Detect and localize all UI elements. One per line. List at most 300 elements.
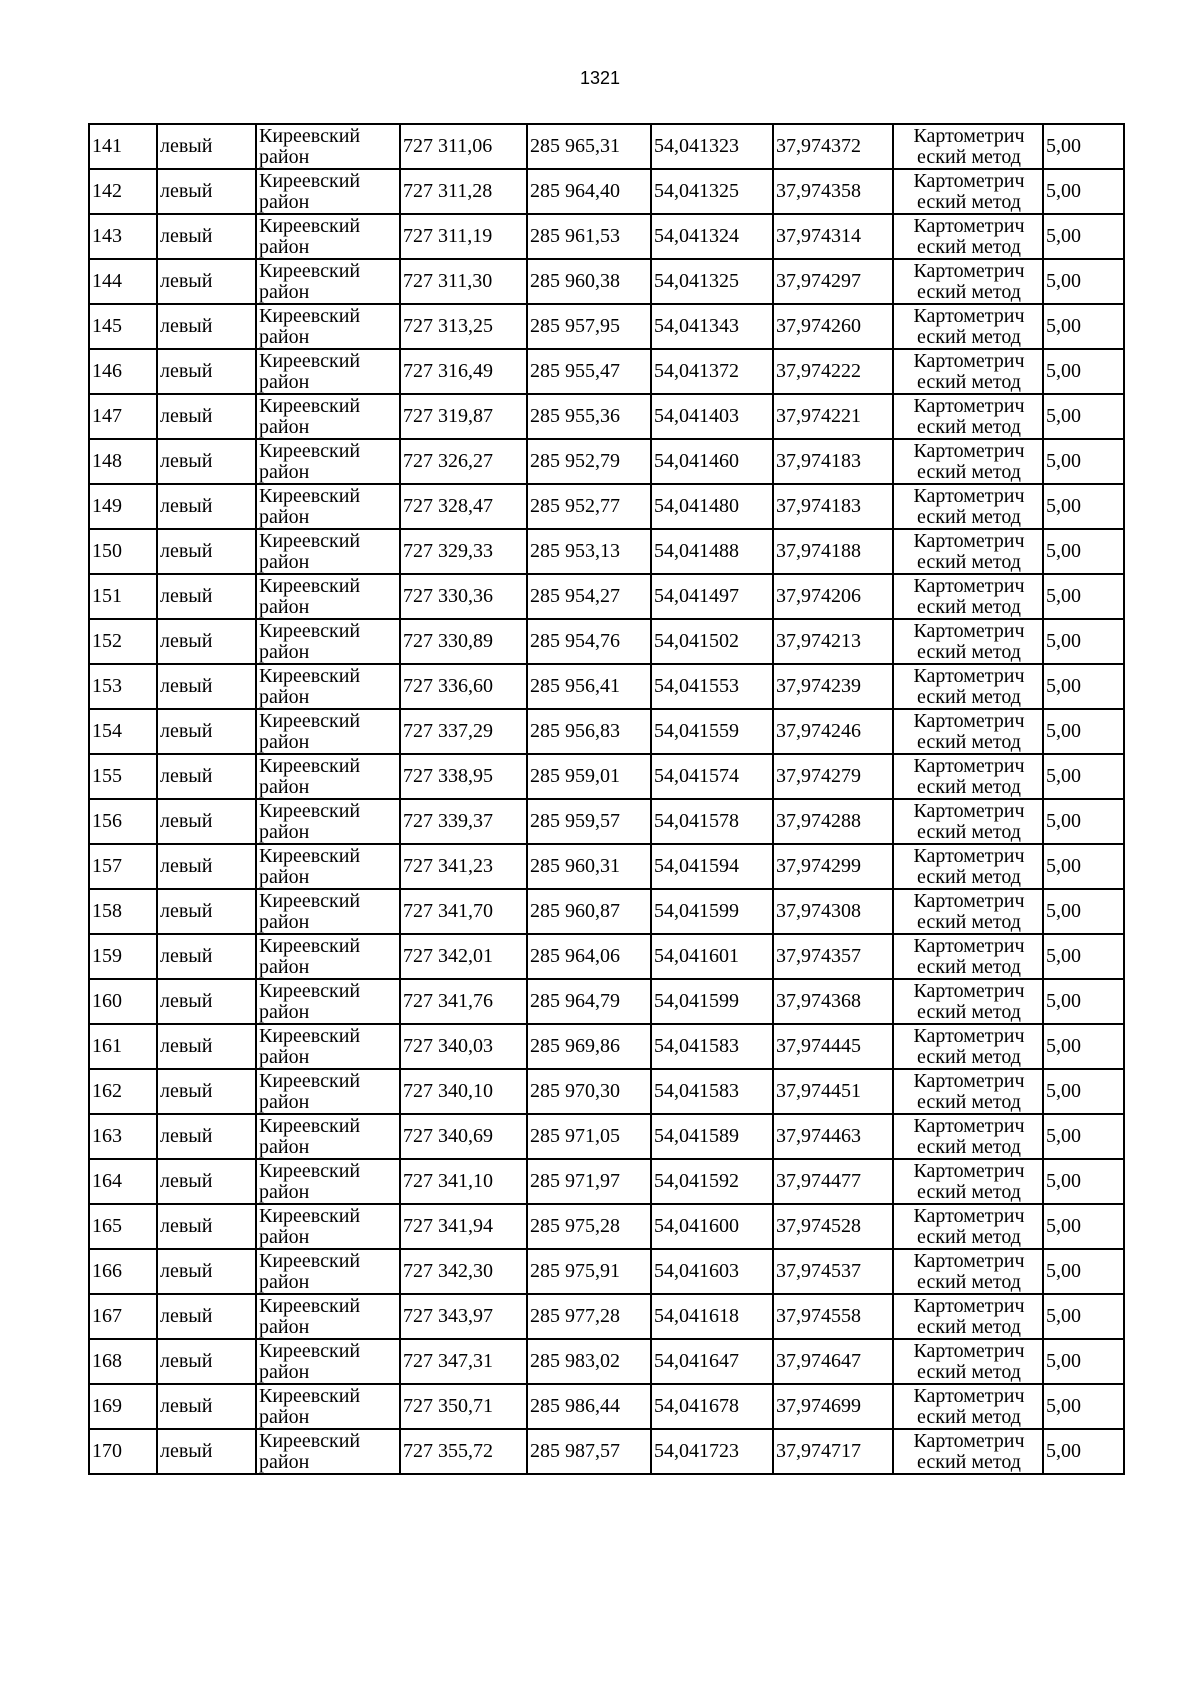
method-cell-line: еский метод [917, 685, 1021, 708]
district-cell-line: район [259, 820, 310, 843]
method-cell [893, 1204, 1043, 1249]
y-coordinate-cell: 285 964,40 [527, 169, 651, 214]
method-cell [893, 1384, 1043, 1429]
point-number-cell: 157 [89, 844, 157, 889]
accuracy-cell: 5,00 [1043, 304, 1124, 349]
accuracy-cell: 5,00 [1043, 349, 1124, 394]
x-coordinate-cell: 727 355,72 [400, 1429, 527, 1474]
latitude-cell: 54,041553 [651, 664, 773, 709]
district-cell-line: Киреевский [259, 1159, 361, 1182]
district-cell [256, 1204, 400, 1249]
method-cell-line: Картометрич [913, 844, 1025, 867]
district-cell [256, 709, 400, 754]
district-cell-line: Киреевский [259, 1249, 361, 1272]
method-cell-line: еский метод [917, 775, 1021, 798]
x-coordinate-cell: 727 336,60 [400, 664, 527, 709]
district-cell-line: район [259, 595, 310, 618]
table-row [89, 259, 1124, 304]
x-coordinate-cell: 727 343,97 [400, 1294, 527, 1339]
method-cell-line: Картометрич [913, 1339, 1025, 1362]
accuracy-cell: 5,00 [1043, 259, 1124, 304]
district-cell-line: район [259, 1045, 310, 1068]
point-number-cell: 144 [89, 259, 157, 304]
latitude-cell: 54,041647 [651, 1339, 773, 1384]
table-row [89, 574, 1124, 619]
side-cell: левый [157, 259, 256, 304]
accuracy-cell: 5,00 [1043, 484, 1124, 529]
latitude-cell: 54,041603 [651, 1249, 773, 1294]
side-cell: левый [157, 214, 256, 259]
table-row [89, 799, 1124, 844]
table-row [89, 1249, 1124, 1294]
y-coordinate-cell: 285 956,41 [527, 664, 651, 709]
table-row [89, 934, 1124, 979]
method-cell-line: Картометрич [913, 439, 1025, 462]
district-cell-line: район [259, 1180, 310, 1203]
longitude-cell: 37,974188 [773, 529, 893, 574]
x-coordinate-cell: 727 326,27 [400, 439, 527, 484]
x-coordinate-cell: 727 330,89 [400, 619, 527, 664]
x-coordinate-cell: 727 313,25 [400, 304, 527, 349]
point-number-cell: 146 [89, 349, 157, 394]
longitude-cell: 37,974528 [773, 1204, 893, 1249]
district-cell-line: район [259, 1090, 310, 1113]
method-cell [893, 799, 1043, 844]
side-cell: левый [157, 484, 256, 529]
district-cell-line: Киреевский [259, 664, 361, 687]
district-cell-line: район [259, 1000, 310, 1023]
y-coordinate-cell: 285 964,06 [527, 934, 651, 979]
y-coordinate-cell: 285 957,95 [527, 304, 651, 349]
latitude-cell: 54,041460 [651, 439, 773, 484]
method-cell [893, 1114, 1043, 1159]
district-cell-line: Киреевский [259, 574, 361, 597]
district-cell [256, 619, 400, 664]
table-row [89, 349, 1124, 394]
method-cell-line: Картометрич [913, 934, 1025, 957]
side-cell: левый [157, 1384, 256, 1429]
district-cell-line: район [259, 1360, 310, 1383]
district-cell-line: район [259, 415, 310, 438]
accuracy-cell: 5,00 [1043, 214, 1124, 259]
latitude-cell: 54,041324 [651, 214, 773, 259]
method-cell-line: еский метод [917, 325, 1021, 348]
district-cell [256, 889, 400, 934]
district-cell-line: район [259, 280, 310, 303]
accuracy-cell: 5,00 [1043, 709, 1124, 754]
district-cell-line: Киреевский [259, 1339, 361, 1362]
longitude-cell: 37,974314 [773, 214, 893, 259]
district-cell-line: Киреевский [259, 979, 361, 1002]
x-coordinate-cell: 727 319,87 [400, 394, 527, 439]
method-cell-line: Картометрич [913, 664, 1025, 687]
latitude-cell: 54,041323 [651, 124, 773, 169]
district-cell [256, 259, 400, 304]
x-coordinate-cell: 727 311,30 [400, 259, 527, 304]
x-coordinate-cell: 727 311,06 [400, 124, 527, 169]
method-cell [893, 1069, 1043, 1114]
district-cell-line: Киреевский [259, 754, 361, 777]
point-number-cell: 162 [89, 1069, 157, 1114]
district-cell [256, 394, 400, 439]
district-cell-line: район [259, 505, 310, 528]
longitude-cell: 37,974717 [773, 1429, 893, 1474]
method-cell-line: Картометрич [913, 394, 1025, 417]
district-cell [256, 574, 400, 619]
district-cell-line: Киреевский [259, 1429, 361, 1452]
table-row [89, 304, 1124, 349]
x-coordinate-cell: 727 330,36 [400, 574, 527, 619]
accuracy-cell: 5,00 [1043, 664, 1124, 709]
latitude-cell: 54,041589 [651, 1114, 773, 1159]
method-cell-line: еский метод [917, 550, 1021, 573]
longitude-cell: 37,974372 [773, 124, 893, 169]
point-number-cell: 170 [89, 1429, 157, 1474]
latitude-cell: 54,041723 [651, 1429, 773, 1474]
longitude-cell: 37,974368 [773, 979, 893, 1024]
latitude-cell: 54,041599 [651, 979, 773, 1024]
method-cell [893, 934, 1043, 979]
x-coordinate-cell: 727 341,76 [400, 979, 527, 1024]
y-coordinate-cell: 285 977,28 [527, 1294, 651, 1339]
district-cell [256, 214, 400, 259]
table-row [89, 1429, 1124, 1474]
longitude-cell: 37,974445 [773, 1024, 893, 1069]
side-cell: левый [157, 754, 256, 799]
latitude-cell: 54,041599 [651, 889, 773, 934]
method-cell [893, 304, 1043, 349]
y-coordinate-cell: 285 960,31 [527, 844, 651, 889]
table-row [89, 439, 1124, 484]
district-cell [256, 169, 400, 214]
table-row [89, 979, 1124, 1024]
method-cell-line: еский метод [917, 1360, 1021, 1383]
y-coordinate-cell: 285 959,57 [527, 799, 651, 844]
district-cell [256, 799, 400, 844]
method-cell [893, 259, 1043, 304]
longitude-cell: 37,974183 [773, 439, 893, 484]
district-cell-line: Киреевский [259, 889, 361, 912]
point-number-cell: 169 [89, 1384, 157, 1429]
table-row [89, 124, 1124, 169]
method-cell-line: Картометрич [913, 349, 1025, 372]
district-cell [256, 1249, 400, 1294]
point-number-cell: 159 [89, 934, 157, 979]
method-cell [893, 979, 1043, 1024]
method-cell-line: еский метод [917, 505, 1021, 528]
latitude-cell: 54,041583 [651, 1069, 773, 1114]
accuracy-cell: 5,00 [1043, 1294, 1124, 1339]
method-cell-line: еский метод [917, 1045, 1021, 1068]
accuracy-cell: 5,00 [1043, 844, 1124, 889]
x-coordinate-cell: 727 337,29 [400, 709, 527, 754]
point-number-cell: 166 [89, 1249, 157, 1294]
side-cell: левый [157, 709, 256, 754]
latitude-cell: 54,041325 [651, 259, 773, 304]
latitude-cell: 54,041618 [651, 1294, 773, 1339]
district-cell [256, 484, 400, 529]
y-coordinate-cell: 285 969,86 [527, 1024, 651, 1069]
longitude-cell: 37,974358 [773, 169, 893, 214]
method-cell-line: Картометрич [913, 709, 1025, 732]
longitude-cell: 37,974288 [773, 799, 893, 844]
side-cell: левый [157, 1429, 256, 1474]
accuracy-cell: 5,00 [1043, 1339, 1124, 1384]
accuracy-cell: 5,00 [1043, 1249, 1124, 1294]
district-cell-line: Киреевский [259, 799, 361, 822]
side-cell: левый [157, 889, 256, 934]
method-cell-line: еский метод [917, 415, 1021, 438]
district-cell-line: Киреевский [259, 1204, 361, 1227]
method-cell-line: еский метод [917, 1450, 1021, 1473]
point-number-cell: 151 [89, 574, 157, 619]
x-coordinate-cell: 727 329,33 [400, 529, 527, 574]
side-cell: левый [157, 1204, 256, 1249]
district-cell-line: район [259, 1315, 310, 1338]
point-number-cell: 161 [89, 1024, 157, 1069]
side-cell: левый [157, 394, 256, 439]
method-cell [893, 1339, 1043, 1384]
district-cell-line: район [259, 190, 310, 213]
district-cell-line: Киреевский [259, 484, 361, 507]
latitude-cell: 54,041497 [651, 574, 773, 619]
method-cell-line: еский метод [917, 1090, 1021, 1113]
latitude-cell: 54,041601 [651, 934, 773, 979]
method-cell-line: Картометрич [913, 1429, 1025, 1452]
x-coordinate-cell: 727 341,23 [400, 844, 527, 889]
side-cell: левый [157, 979, 256, 1024]
point-number-cell: 142 [89, 169, 157, 214]
side-cell: левый [157, 529, 256, 574]
table-row [89, 844, 1124, 889]
method-cell-line: Картометрич [913, 1159, 1025, 1182]
table-row [89, 1159, 1124, 1204]
point-number-cell: 152 [89, 619, 157, 664]
longitude-cell: 37,974299 [773, 844, 893, 889]
method-cell-line: еский метод [917, 820, 1021, 843]
method-cell-line: Картометрич [913, 259, 1025, 282]
method-cell-line: еский метод [917, 955, 1021, 978]
point-number-cell: 153 [89, 664, 157, 709]
side-cell: левый [157, 664, 256, 709]
method-cell-line: еский метод [917, 910, 1021, 933]
table-row [89, 484, 1124, 529]
district-cell [256, 844, 400, 889]
longitude-cell: 37,974647 [773, 1339, 893, 1384]
method-cell-line: Картометрич [913, 1294, 1025, 1317]
district-cell-line: район [259, 550, 310, 573]
x-coordinate-cell: 727 340,10 [400, 1069, 527, 1114]
longitude-cell: 37,974239 [773, 664, 893, 709]
point-number-cell: 141 [89, 124, 157, 169]
table-row [89, 1024, 1124, 1069]
district-cell [256, 754, 400, 799]
method-cell [893, 349, 1043, 394]
method-cell [893, 529, 1043, 574]
longitude-cell: 37,974463 [773, 1114, 893, 1159]
method-cell [893, 439, 1043, 484]
accuracy-cell: 5,00 [1043, 1069, 1124, 1114]
method-cell [893, 844, 1043, 889]
district-cell-line: район [259, 370, 310, 393]
y-coordinate-cell: 285 954,76 [527, 619, 651, 664]
point-number-cell: 156 [89, 799, 157, 844]
district-cell [256, 979, 400, 1024]
method-cell-line: Картометрич [913, 169, 1025, 192]
side-cell: левый [157, 1069, 256, 1114]
district-cell-line: Киреевский [259, 619, 361, 642]
longitude-cell: 37,974297 [773, 259, 893, 304]
method-cell-line: Картометрич [913, 1069, 1025, 1092]
method-cell [893, 1024, 1043, 1069]
longitude-cell: 37,974537 [773, 1249, 893, 1294]
accuracy-cell: 5,00 [1043, 574, 1124, 619]
x-coordinate-cell: 727 311,19 [400, 214, 527, 259]
district-cell-line: Киреевский [259, 1069, 361, 1092]
table-row [89, 1114, 1124, 1159]
method-cell-line: еский метод [917, 1180, 1021, 1203]
y-coordinate-cell: 285 975,28 [527, 1204, 651, 1249]
longitude-cell: 37,974699 [773, 1384, 893, 1429]
district-cell-line: Киреевский [259, 934, 361, 957]
method-cell-line: Картометрич [913, 754, 1025, 777]
table-row [89, 709, 1124, 754]
district-cell-line: район [259, 775, 310, 798]
district-cell [256, 529, 400, 574]
method-cell-line: Картометрич [913, 484, 1025, 507]
district-cell-line: Киреевский [259, 259, 361, 282]
district-cell-line: Киреевский [259, 844, 361, 867]
district-cell-line: район [259, 1450, 310, 1473]
latitude-cell: 54,041372 [651, 349, 773, 394]
x-coordinate-cell: 727 341,94 [400, 1204, 527, 1249]
method-cell-line: еский метод [917, 190, 1021, 213]
accuracy-cell: 5,00 [1043, 754, 1124, 799]
method-cell-line: Картометрич [913, 619, 1025, 642]
side-cell: левый [157, 1024, 256, 1069]
side-cell: левый [157, 619, 256, 664]
y-coordinate-cell: 285 983,02 [527, 1339, 651, 1384]
district-cell-line: Киреевский [259, 529, 361, 552]
longitude-cell: 37,974308 [773, 889, 893, 934]
method-cell-line: еский метод [917, 1135, 1021, 1158]
longitude-cell: 37,974183 [773, 484, 893, 529]
point-number-cell: 160 [89, 979, 157, 1024]
district-cell [256, 1159, 400, 1204]
method-cell-line: Картометрич [913, 124, 1025, 147]
method-cell-line: Картометрич [913, 1384, 1025, 1407]
longitude-cell: 37,974357 [773, 934, 893, 979]
longitude-cell: 37,974451 [773, 1069, 893, 1114]
district-cell-line: Киреевский [259, 1024, 361, 1047]
method-cell-line: еский метод [917, 865, 1021, 888]
point-number-cell: 145 [89, 304, 157, 349]
method-cell-line: еский метод [917, 640, 1021, 663]
page-number: 1321 [579, 68, 621, 88]
district-cell [256, 1024, 400, 1069]
point-number-cell: 163 [89, 1114, 157, 1159]
district-cell [256, 439, 400, 484]
district-cell-line: район [259, 955, 310, 978]
method-cell-line: еский метод [917, 1405, 1021, 1428]
y-coordinate-cell: 285 952,79 [527, 439, 651, 484]
point-number-cell: 165 [89, 1204, 157, 1249]
coordinates-table [88, 123, 1125, 1475]
accuracy-cell: 5,00 [1043, 439, 1124, 484]
district-cell-line: Киреевский [259, 304, 361, 327]
method-cell-line: Картометрич [913, 799, 1025, 822]
method-cell-line: Картометрич [913, 214, 1025, 237]
district-cell-line: Киреевский [259, 124, 361, 147]
point-number-cell: 154 [89, 709, 157, 754]
latitude-cell: 54,041678 [651, 1384, 773, 1429]
district-cell-line: Киреевский [259, 214, 361, 237]
table-row [89, 394, 1124, 439]
accuracy-cell: 5,00 [1043, 799, 1124, 844]
method-cell-line: Картометрич [913, 574, 1025, 597]
point-number-cell: 164 [89, 1159, 157, 1204]
y-coordinate-cell: 285 955,47 [527, 349, 651, 394]
method-cell-line: Картометрич [913, 1114, 1025, 1137]
district-cell [256, 934, 400, 979]
district-cell-line: район [259, 1225, 310, 1248]
x-coordinate-cell: 727 341,10 [400, 1159, 527, 1204]
district-cell [256, 349, 400, 394]
method-cell-line: Картометрич [913, 1024, 1025, 1047]
district-cell [256, 1069, 400, 1114]
district-cell-line: район [259, 145, 310, 168]
y-coordinate-cell: 285 986,44 [527, 1384, 651, 1429]
district-cell-line: район [259, 1270, 310, 1293]
side-cell: левый [157, 1114, 256, 1159]
point-number-cell: 158 [89, 889, 157, 934]
district-cell-line: Киреевский [259, 394, 361, 417]
accuracy-cell: 5,00 [1043, 934, 1124, 979]
x-coordinate-cell: 727 347,31 [400, 1339, 527, 1384]
latitude-cell: 54,041502 [651, 619, 773, 664]
y-coordinate-cell: 285 965,31 [527, 124, 651, 169]
y-coordinate-cell: 285 987,57 [527, 1429, 651, 1474]
table-row [89, 889, 1124, 934]
side-cell: левый [157, 1339, 256, 1384]
side-cell: левый [157, 349, 256, 394]
method-cell-line: еский метод [917, 280, 1021, 303]
point-number-cell: 167 [89, 1294, 157, 1339]
longitude-cell: 37,974279 [773, 754, 893, 799]
y-coordinate-cell: 285 971,05 [527, 1114, 651, 1159]
accuracy-cell: 5,00 [1043, 1159, 1124, 1204]
method-cell-line: еский метод [917, 1225, 1021, 1248]
method-cell [893, 889, 1043, 934]
method-cell-line: еский метод [917, 370, 1021, 393]
accuracy-cell: 5,00 [1043, 1114, 1124, 1159]
method-cell-line: Картометрич [913, 1249, 1025, 1272]
point-number-cell: 168 [89, 1339, 157, 1384]
x-coordinate-cell: 727 316,49 [400, 349, 527, 394]
side-cell: левый [157, 439, 256, 484]
method-cell-line: Картометрич [913, 304, 1025, 327]
table-row [89, 1069, 1124, 1114]
y-coordinate-cell: 285 956,83 [527, 709, 651, 754]
y-coordinate-cell: 285 953,13 [527, 529, 651, 574]
side-cell: левый [157, 1294, 256, 1339]
longitude-cell: 37,974213 [773, 619, 893, 664]
latitude-cell: 54,041343 [651, 304, 773, 349]
table-row [89, 664, 1124, 709]
table-row [89, 169, 1124, 214]
y-coordinate-cell: 285 959,01 [527, 754, 651, 799]
point-number-cell: 149 [89, 484, 157, 529]
